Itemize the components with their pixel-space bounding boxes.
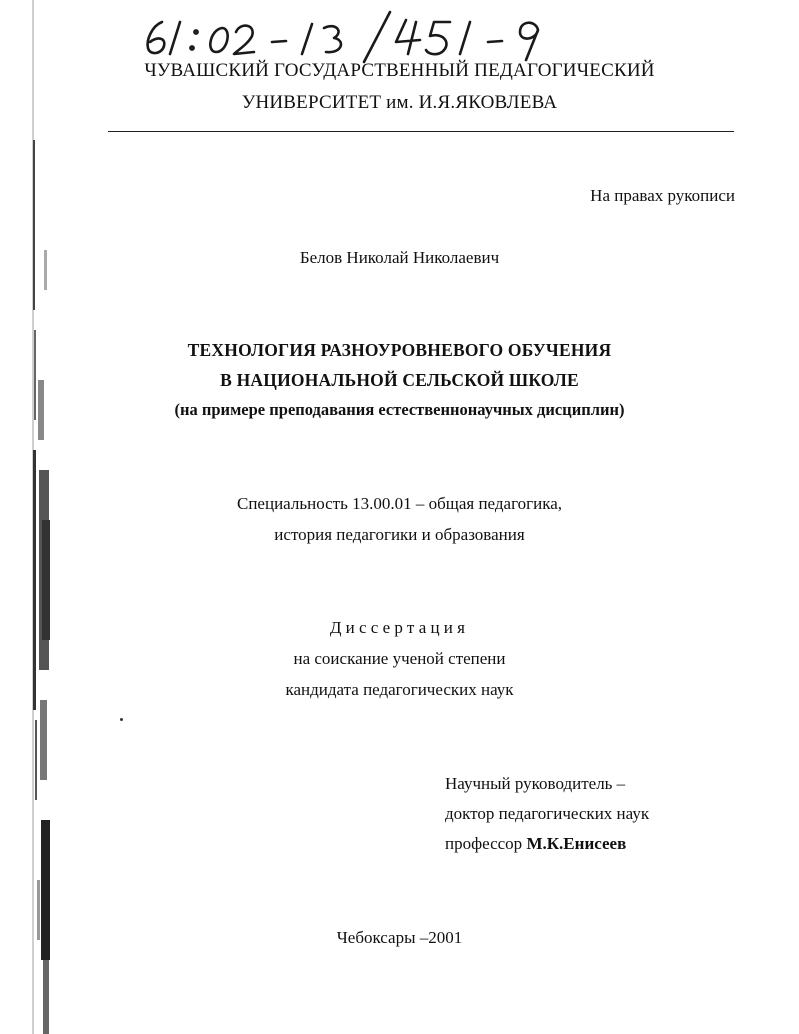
university-name-line2: УНИВЕРСИТЕТ им. И.Я.ЯКОВЛЕВА <box>241 92 558 113</box>
supervisor-name: М.К.Енисеев <box>526 834 627 853</box>
title-line1: ТЕХНОЛОГИЯ РАЗНОУРОВНЕВОГО ОБУЧЕНИЯ <box>187 340 612 360</box>
title-line2: В НАЦИОНАЛЬНОЙ СЕЛЬСКОЙ ШКОЛЕ <box>220 370 579 390</box>
university-name-line1: ЧУВАШСКИЙ ГОСУДАРСТВЕННЫЙ ПЕДАГОГИЧЕСКИЙ <box>144 60 655 81</box>
supervisor-line3 <box>445 834 626 854</box>
author-name: Белов Николай Николаевич <box>299 248 500 267</box>
specialty-line2: история педагогики и образования <box>274 525 525 544</box>
scan-speck <box>120 718 123 721</box>
handwritten-archive-code <box>140 8 570 64</box>
supervisor-line2: доктор педагогических наук <box>445 804 650 823</box>
header-divider <box>108 131 734 132</box>
dissertation-line2: кандидата педагогических наук <box>285 680 514 699</box>
scan-edge-artifact <box>30 0 52 1034</box>
supervisor-title: профессор <box>445 834 523 853</box>
supervisor-line1: Научный руководитель – <box>445 774 626 793</box>
dissertation-heading: Диссертация <box>329 618 470 637</box>
dissertation-line1: на соискание ученой степени <box>293 649 506 668</box>
title-subtitle: (на примере преподавания естественнонаучных дисциплин) <box>174 400 625 419</box>
place-year: Чебоксары –2001 <box>336 928 463 947</box>
specialty-line1: Специальность 13.00.01 – общая педагогика, <box>237 494 562 513</box>
manuscript-note: На правах рукописи <box>590 186 735 205</box>
